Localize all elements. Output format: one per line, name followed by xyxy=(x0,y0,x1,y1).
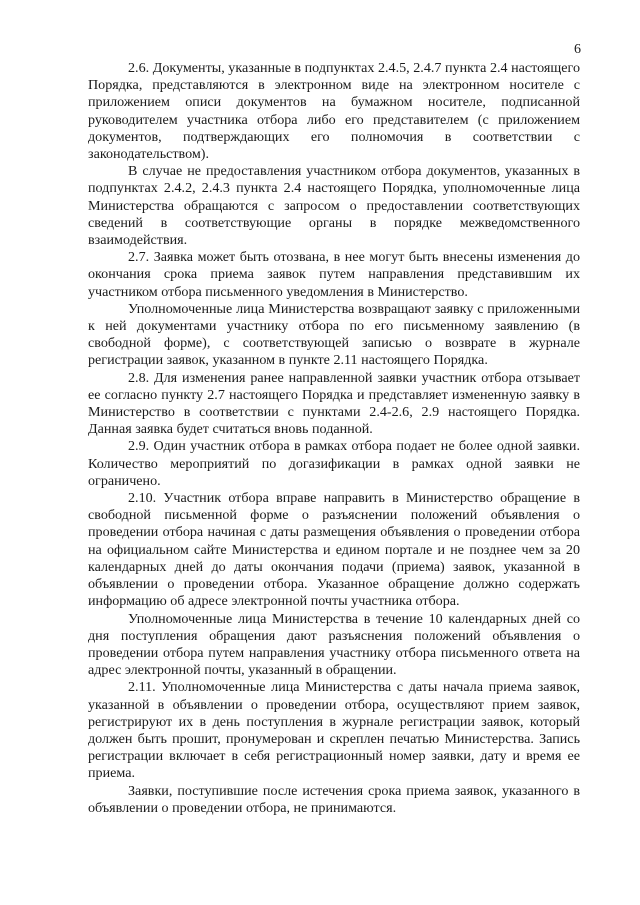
paragraph-2-10-note: Уполномоченные лица Министерства в течение 10 календарных дней со дня поступления обращения дают разъяснения положений объявления о проведении отбора путем направления участнику отбора письменного ответа на адрес электронной почты, указанный в обращении. xyxy=(88,610,580,679)
paragraph-2-9: 2.9. Один участник отбора в рамках отбора подает не более одной заявки. Количество мероприятий по догазификации в рамках одной заявки не ограничено. xyxy=(88,438,580,489)
paragraph-2-11-note: Заявки, поступившие после истечения срока приема заявок, указанного в объявлении о проведении отбора, не принимаются. xyxy=(88,782,580,816)
page-number: 6 xyxy=(574,42,581,57)
paragraph-2-6: 2.6. Документы, указанные в подпунктах 2.4.5, 2.4.7 пункта 2.4 настоящего Порядка, представляются в электронном виде на электронном носителе с приложением описи документов на бумажном носителе, подписанной руководителем участника отбора либо его представителем (с приложением документов, подтверждающих его полномочия в соответствии с законодательством). xyxy=(88,60,580,163)
paragraph-2-8: 2.8. Для изменения ранее направленной заявки участник отбора отзывает ее согласно пункту 2.7 настоящего Порядка и представляет измененную заявку в Министерство в соответствии с пунктами 2.4-2.6, 2.9 настоящего Порядка. Данная заявка будет считаться вновь поданной. xyxy=(88,369,580,438)
paragraph-2-7-note: Уполномоченные лица Министерства возвращают заявку с приложенными к ней документами участнику отбора по его письменному заявлению (в свободной форме), с соответствующей записью о возврате в журнале регистрации заявок, указанном в пункте 2.11 настоящего Порядка. xyxy=(88,300,580,369)
paragraph-2-6-note: В случае не предоставления участником отбора документов, указанных в подпунктах 2.4.2, 2.4.3 пункта 2.4 настоящего Порядка, уполномоченные лица Министерства обращаются с запросом о предоставлении соответствующих сведений в соответствующие органы в порядке межведомственного взаимодействия. xyxy=(88,163,580,249)
paragraph-2-10: 2.10. Участник отбора вправе направить в Министерство обращение в свободной письменной форме о разъяснении положений объявления о проведении отбора начиная с даты размещения объявления о проведении отбора на официальном сайте Министерства и едином портале и не позднее чем за 20 календарных дней до даты окончания подачи (приема) заявок, указанной в объявлении о проведении отбора. Указанное обращение должно содержать информацию об адресе электронной почты участника отбора. xyxy=(88,490,580,610)
paragraph-2-11: 2.11. Уполномоченные лица Министерства с даты начала приема заявок, указанной в объявлении о проведении отбора, осуществляют прием заявок, регистрируют их в день поступления в журнале регистрации заявок, который должен быть прошит, пронумерован и скреплен печатью Министерства. Запись регистрации включает в себя регистрационный номер заявки, дату и время ее приема. xyxy=(88,679,580,782)
paragraph-2-7: 2.7. Заявка может быть отозвана, в нее могут быть внесены изменения до окончания срока приема заявок путем направления представившим их участником отбора письменного уведомления в Министерство. xyxy=(88,249,580,300)
